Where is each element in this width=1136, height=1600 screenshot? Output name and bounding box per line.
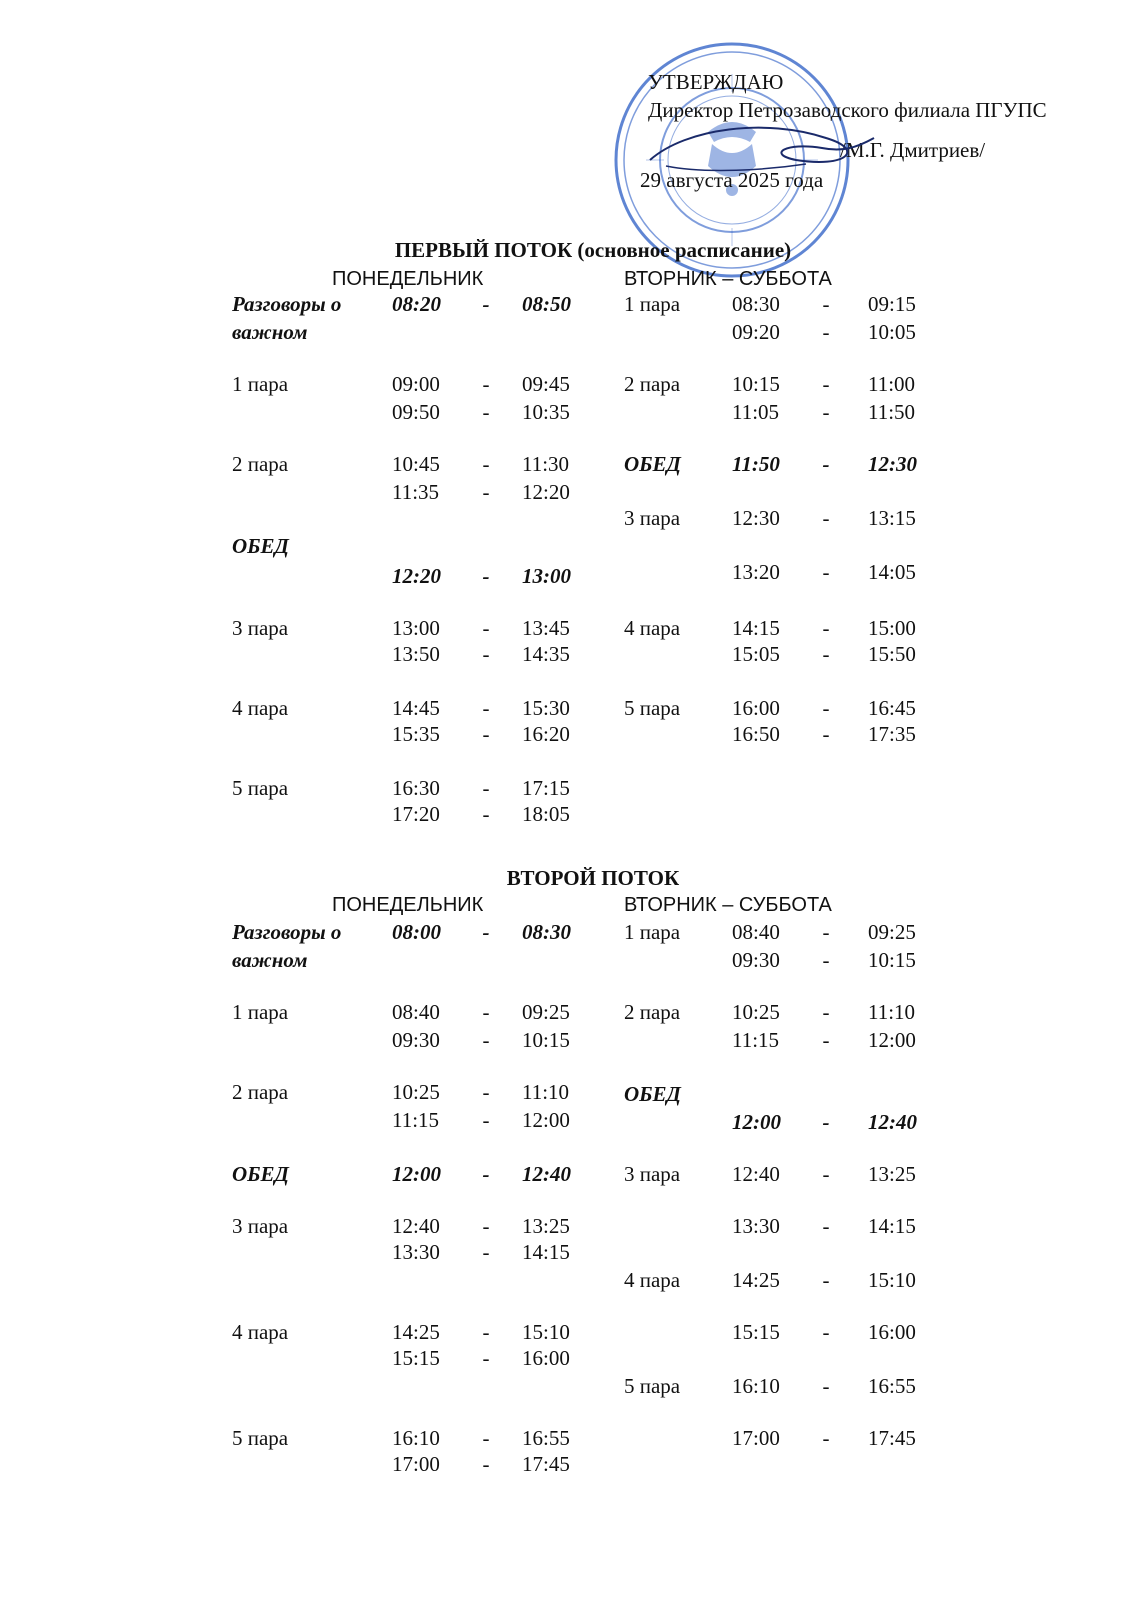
time-end: 12:30 [868,452,917,476]
row-label: ОБЕД [624,452,681,476]
time-dash: - [482,1162,490,1186]
time-start: 09:50 [392,400,440,424]
time-dash: - [822,1162,830,1186]
time-start: 10:25 [392,1080,440,1104]
monday-header: ПОНЕДЕЛЬНИК [332,268,484,290]
time-start: 14:25 [392,1320,440,1344]
time-end: 12:20 [522,480,570,504]
stream-title: ВТОРОЙ ПОТОК [506,866,680,890]
approval-date: 29 августа 2025 года [640,168,824,192]
time-dash: - [822,1214,830,1238]
time-dash: - [822,948,830,972]
time-start: 10:15 [732,372,780,396]
time-start: 09:30 [392,1028,440,1052]
time-start: 08:40 [392,1000,440,1024]
time-dash: - [482,480,490,504]
time-end: 17:45 [868,1426,916,1450]
time-end: 12:40 [522,1162,571,1186]
time-end: 13:25 [868,1162,916,1186]
time-end: 11:10 [868,1000,916,1024]
time-end: 13:15 [868,506,916,530]
time-start: 11:15 [392,1108,440,1132]
time-end: 12:40 [868,1110,917,1134]
row-label: Разговоры о [232,292,342,316]
time-dash: - [822,1320,830,1344]
row-label: 4 пара [232,696,289,720]
time-end: 14:35 [522,642,570,666]
time-start: 08:30 [732,292,780,316]
row-label: важном [232,948,308,972]
time-start: 15:15 [392,1346,440,1370]
approval-heading: УТВЕРЖДАЮ [648,70,784,94]
time-start: 16:30 [392,776,440,800]
time-end: 10:15 [522,1028,570,1052]
time-start: 08:20 [392,292,441,316]
time-end: 08:50 [522,292,571,316]
row-label: 5 пара [624,696,681,720]
time-start: 13:30 [392,1240,440,1264]
time-dash: - [822,292,830,316]
time-start: 17:00 [392,1452,440,1476]
time-start: 15:35 [392,722,440,746]
row-label: ОБЕД [232,1162,289,1186]
time-start: 13:30 [732,1214,780,1238]
time-end: 15:00 [868,616,916,640]
time-dash: - [822,616,830,640]
time-end: 11:00 [868,372,916,396]
time-start: 16:10 [392,1426,440,1450]
time-start: 08:40 [732,920,780,944]
time-end: 09:45 [522,372,570,396]
time-end: 17:15 [522,776,570,800]
row-label: 5 пара [232,1426,289,1450]
time-start: 11:50 [732,452,780,476]
time-dash: - [482,1080,490,1104]
row-label: Разговоры о [232,920,342,944]
row-label: 2 пара [624,1000,681,1024]
row-label: 4 пара [232,1320,289,1344]
time-dash: - [822,1426,830,1450]
time-start: 11:15 [732,1028,780,1052]
time-start: 14:15 [732,616,780,640]
row-label: 2 пара [232,452,289,476]
time-end: 14:15 [522,1240,570,1264]
row-label: 3 пара [624,1162,681,1186]
time-start: 17:20 [392,802,440,826]
time-end: 10:35 [522,400,570,424]
row-label: 1 пара [232,1000,289,1024]
time-dash: - [482,292,490,316]
time-end: 16:20 [522,722,570,746]
time-dash: - [482,1214,490,1238]
time-end: 15:10 [868,1268,916,1292]
row-label: 2 пара [624,372,681,396]
row-label: 1 пара [624,292,681,316]
signature-icon [646,108,876,178]
time-start: 09:00 [392,372,440,396]
time-dash: - [822,506,830,530]
time-start: 08:00 [392,920,441,944]
time-dash: - [822,1268,830,1292]
time-start: 11:35 [392,480,440,504]
time-start: 15:05 [732,642,780,666]
time-start: 16:10 [732,1374,780,1398]
tue-sat-header: ВТОРНИК – СУББОТА [624,894,832,916]
time-dash: - [822,560,830,584]
time-end: 17:45 [522,1452,570,1476]
time-start: 12:20 [392,564,441,588]
time-dash: - [822,1028,830,1052]
time-end: 11:10 [522,1080,570,1104]
time-end: 17:35 [868,722,916,746]
time-dash: - [482,1108,490,1132]
time-end: 09:15 [868,292,916,316]
time-start: 17:00 [732,1426,780,1450]
tue-sat-header: ВТОРНИК – СУББОТА [624,268,832,290]
time-dash: - [822,452,830,476]
time-end: 09:25 [868,920,916,944]
time-dash: - [482,400,490,424]
time-start: 13:50 [392,642,440,666]
time-dash: - [822,696,830,720]
approval-signature-name: /М.Г. Дмитриев/ [840,138,986,162]
time-end: 11:30 [522,452,570,476]
time-start: 12:00 [732,1110,781,1134]
time-end: 08:30 [522,920,571,944]
time-dash: - [482,1028,490,1052]
row-label: ОБЕД [232,534,289,558]
time-dash: - [482,1426,490,1450]
time-start: 15:15 [732,1320,780,1344]
time-end: 18:05 [522,802,570,826]
time-dash: - [482,616,490,640]
row-label: 3 пара [232,616,289,640]
time-end: 16:55 [522,1426,570,1450]
time-dash: - [482,1240,490,1264]
time-start: 16:00 [732,696,780,720]
time-dash: - [822,920,830,944]
time-start: 12:40 [732,1162,780,1186]
time-end: 16:00 [868,1320,916,1344]
row-label: важном [232,320,308,344]
time-end: 13:00 [522,564,571,588]
time-end: 12:00 [522,1108,570,1132]
time-start: 13:00 [392,616,440,640]
time-start: 16:50 [732,722,780,746]
time-dash: - [482,802,490,826]
time-start: 10:45 [392,452,440,476]
time-dash: - [822,722,830,746]
time-end: 11:50 [868,400,916,424]
time-start: 14:45 [392,696,440,720]
time-start: 13:20 [732,560,780,584]
time-dash: - [822,1110,830,1134]
row-label: 2 пара [232,1080,289,1104]
row-label: 5 пара [232,776,289,800]
time-end: 09:25 [522,1000,570,1024]
row-label: 1 пара [232,372,289,396]
time-dash: - [822,1374,830,1398]
row-label: ОБЕД [624,1082,681,1106]
time-dash: - [482,696,490,720]
time-start: 12:00 [392,1162,441,1186]
row-label: 3 пара [232,1214,289,1238]
time-end: 16:00 [522,1346,570,1370]
time-dash: - [482,920,490,944]
time-dash: - [482,372,490,396]
time-dash: - [482,1452,490,1476]
approval-position: Директор Петрозаводского филиала ПГУПС [648,98,1047,122]
row-label: 4 пара [624,616,681,640]
row-label: 3 пара [624,506,681,530]
time-end: 14:05 [868,560,916,584]
time-end: 15:50 [868,642,916,666]
time-dash: - [482,564,490,588]
time-end: 16:55 [868,1374,916,1398]
time-start: 11:05 [732,400,780,424]
time-start: 12:30 [732,506,780,530]
time-end: 15:30 [522,696,570,720]
time-dash: - [822,400,830,424]
time-start: 14:25 [732,1268,780,1292]
time-end: 15:10 [522,1320,570,1344]
stream-title: ПЕРВЫЙ ПОТОК (основное расписание) [394,238,792,262]
time-end: 14:15 [868,1214,916,1238]
row-label: 1 пара [624,920,681,944]
time-dash: - [482,1000,490,1024]
time-dash: - [482,722,490,746]
time-dash: - [482,776,490,800]
time-end: 12:00 [868,1028,916,1052]
time-end: 16:45 [868,696,916,720]
time-end: 10:15 [868,948,916,972]
time-start: 12:40 [392,1214,440,1238]
time-dash: - [822,1000,830,1024]
row-label: 4 пара [624,1268,681,1292]
time-start: 10:25 [732,1000,780,1024]
time-start: 09:20 [732,320,780,344]
row-label: 5 пара [624,1374,681,1398]
time-end: 13:45 [522,616,570,640]
time-dash: - [822,372,830,396]
time-end: 13:25 [522,1214,570,1238]
time-dash: - [482,452,490,476]
time-dash: - [822,320,830,344]
time-dash: - [482,1346,490,1370]
time-dash: - [482,1320,490,1344]
time-end: 10:05 [868,320,916,344]
time-dash: - [822,642,830,666]
time-dash: - [482,642,490,666]
monday-header: ПОНЕДЕЛЬНИК [332,894,484,916]
time-start: 09:30 [732,948,780,972]
